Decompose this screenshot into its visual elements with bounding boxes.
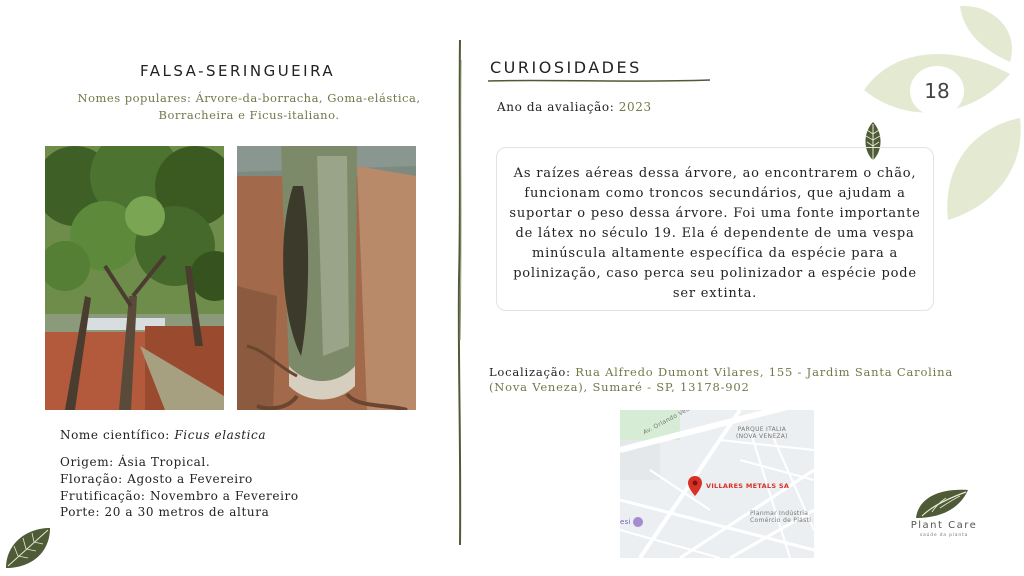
curiosities-title: CURIOSIDADES [490,58,642,77]
year-label: Ano da avaliação: [497,100,615,114]
map-district-line2: (NOVA VENEZA) [736,433,788,440]
map-pin-icon [688,476,702,496]
map-pin-label: VILLARES METALS SA [706,482,790,490]
year-value: 2023 [618,100,652,114]
map-poi-label [750,510,811,524]
location-address: Rua Alfredo Dumont Vilares, 155 - Jardim Santa Carolina (Nova Veneza), Sumaré - SP, 13178-902 [489,365,954,394]
location-label: Localização: [489,365,571,379]
title-underline [488,78,712,84]
plant-care-logo-icon [912,486,972,520]
map-district-label [736,426,788,440]
evaluation-year [497,100,652,114]
map-poi-line2: Comércio de Plásti [750,517,812,524]
brand-name: Plant Care [910,520,978,531]
tree-photo [45,146,224,410]
scientific-name [60,428,266,442]
origin-text: Origem: Ásia Tropical. [60,455,211,469]
map-district-line1: PARQUE ITALIA [737,426,787,433]
brand-tagline: saúde da planta [919,533,969,538]
fruiting-text: Frutificação: Novembro a Fevereiro [60,489,299,503]
map-street-label: Av. Orlando [642,412,679,437]
trunk-photo [237,146,416,410]
location [489,365,979,395]
page-number: 18 [910,66,964,116]
curiosities-text: As raízes aéreas dessa árvore, ao encontrarem o chão, funcionam como troncos secundários, que ajudam a suportar o peso dessa árvore. Foi uma fonte importante de látex no século 19. Ela é dependente de uma vespa minúscula altamente específica da espécie para a polinização, caso perca seu polinizador a espécie pode ser extinta. [509,166,921,301]
location-map [620,410,814,558]
species-title: FALSA-SERINGUEIRA [140,62,336,80]
size-text: Porte: 20 a 30 metros de altura [60,505,270,519]
column-divider [455,40,465,545]
flowering-text: Floração: Agosto a Fevereiro [60,472,253,486]
map-edge-label: esi [620,518,631,526]
scientific-name-value: Ficus elastica [174,428,267,442]
popular-names: Nomes populares: Árvore-da-borracha, Goma-elástica, Borracheira e Ficus-italiano. [77,91,421,122]
leaf-icon [2,524,54,572]
map-poi-line1: Planmar Indústria [750,510,809,517]
scientific-name-label: Nome científico: [60,428,170,442]
